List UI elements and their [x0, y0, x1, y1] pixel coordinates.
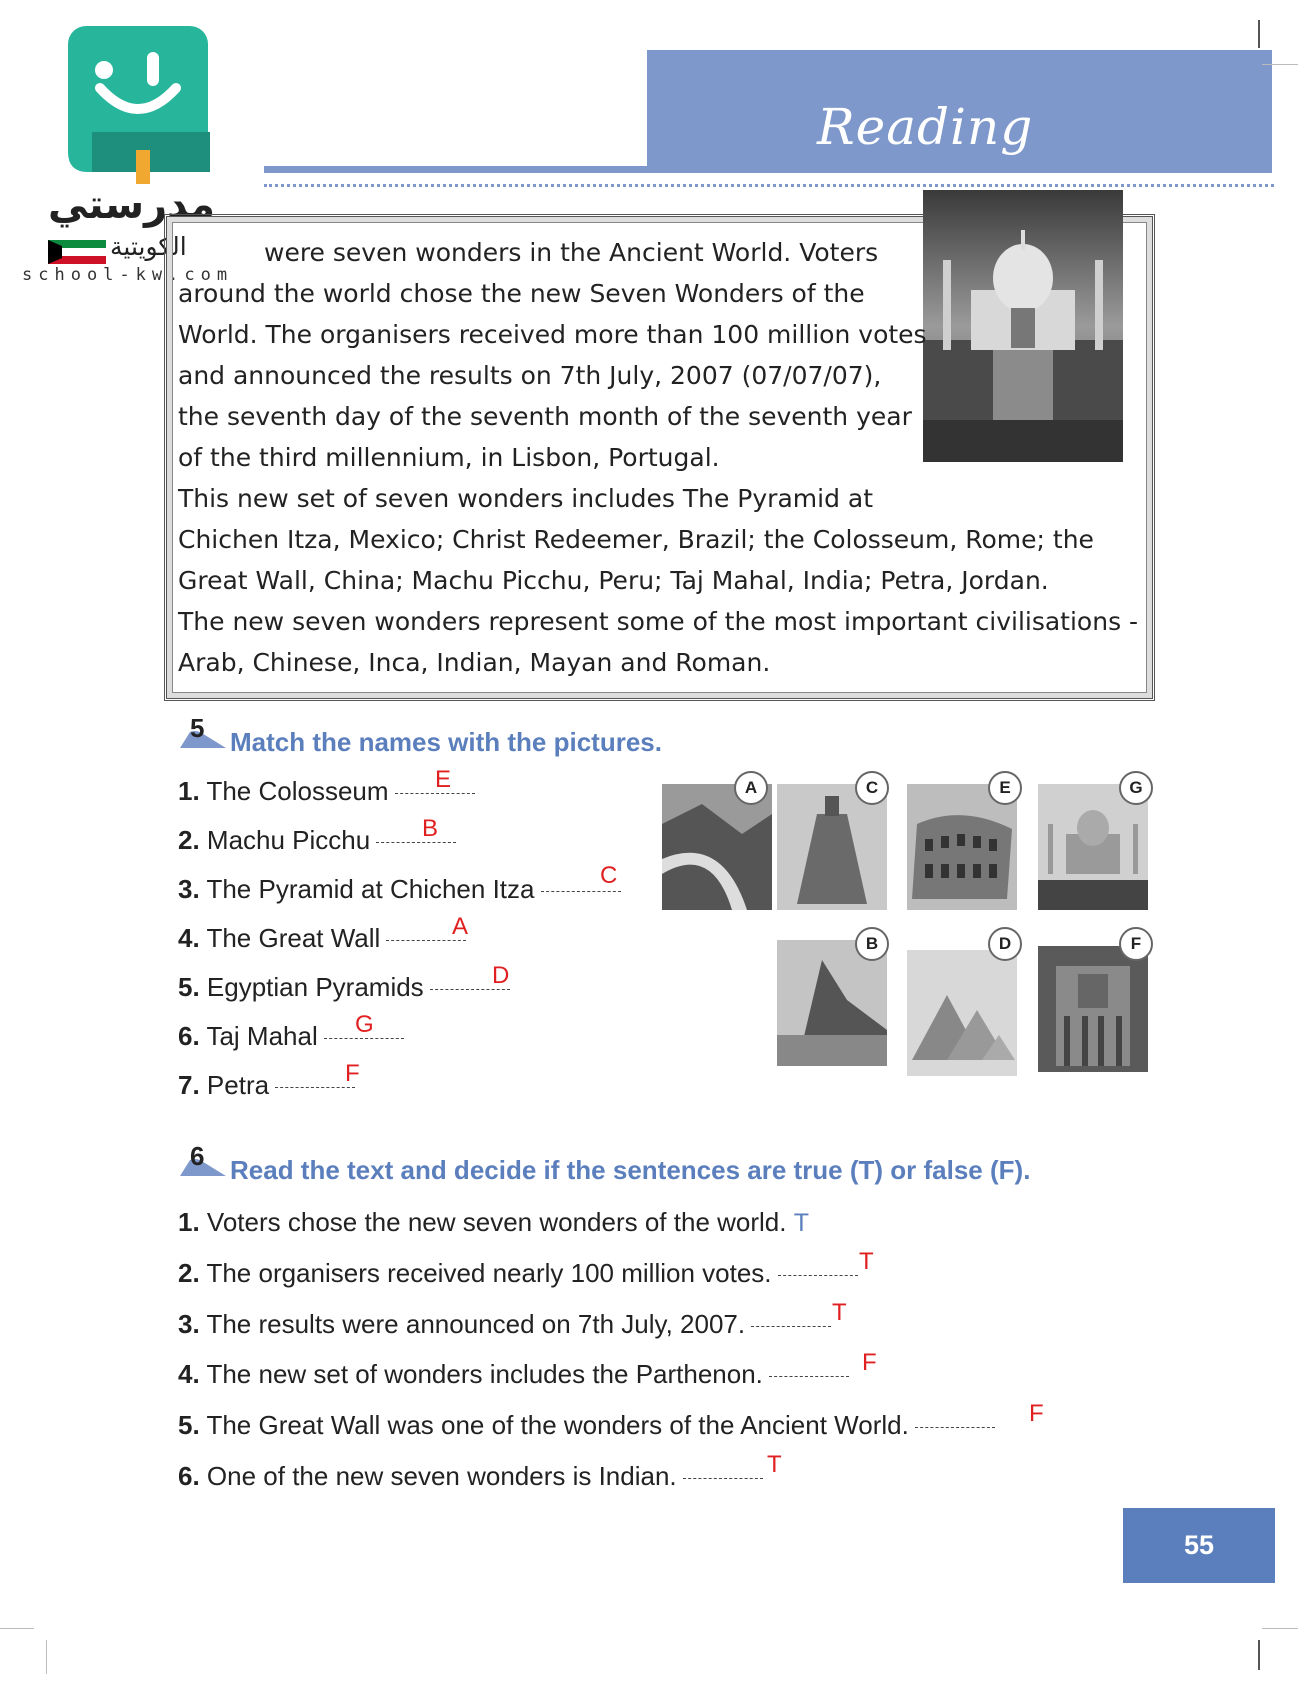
egyptian-pyramids-picture: [907, 950, 1017, 1076]
kuwait-flag-icon: [48, 240, 106, 264]
reading-line: Great Wall, China; Machu Picchu, Peru; Taj Mahal, India; Petra, Jordan.: [178, 566, 1049, 595]
match-item: 6. Taj Mahal: [178, 1021, 404, 1052]
logo-arabic-sub: الكويتية: [110, 232, 187, 261]
exercise-5-instruction: Match the names with the pictures.: [230, 727, 662, 757]
match-item: 3. The Pyramid at Chichen Itza: [178, 874, 621, 905]
exercise-6-instruction: Read the text and decide if the sentences are true (T) or false (F).: [230, 1155, 1031, 1185]
logo-arabic-name: مدرستي: [48, 182, 216, 228]
reading-passage: [178, 232, 1138, 683]
true-false-item: 2. The organisers received nearly 100 million votes.: [178, 1258, 858, 1289]
reading-line: The new seven wonders represent some of the most important civilisations -: [178, 607, 1139, 636]
match-item: 4. The Great Wall: [178, 923, 466, 954]
exercise-6-number: 6: [190, 1141, 205, 1171]
reading-line: the seventh day of the seventh month of the seventh year: [178, 402, 912, 431]
page-number: 55: [1183, 1530, 1215, 1560]
true-false-item: 1. Voters chose the new seven wonders of the world. T: [178, 1207, 809, 1237]
crop-mark: [46, 1640, 47, 1674]
logo-url: school-kw.com: [22, 265, 234, 285]
crop-mark: [1258, 20, 1260, 48]
match-item: 5. Egyptian Pyramids: [178, 972, 510, 1003]
header-rule: [264, 166, 1272, 173]
reading-line: World. The organisers received more than 100 million votes: [178, 320, 927, 349]
match-item: 1. The Colosseum: [178, 776, 475, 807]
match-answer[interactable]: A: [452, 913, 469, 940]
true-false-answer[interactable]: T: [767, 1451, 782, 1478]
match-item: 7. Petra: [178, 1070, 355, 1101]
petra-picture: [1038, 946, 1148, 1072]
picture-label-badge: C: [855, 771, 889, 805]
match-item: 2. Machu Picchu: [178, 825, 456, 856]
reading-line: around the world chose the new Seven Wonders of the: [178, 279, 865, 308]
picture-label-badge: F: [1119, 927, 1153, 961]
true-false-answer[interactable]: T: [832, 1299, 847, 1326]
picture-label-badge: E: [988, 771, 1022, 805]
crop-mark: [0, 1628, 34, 1629]
true-false-answer[interactable]: T: [793, 1209, 809, 1237]
match-answer[interactable]: D: [492, 962, 510, 989]
reading-line: were seven wonders in the Ancient World. Voters: [264, 238, 879, 267]
exercise-5-number: 5: [190, 713, 205, 743]
picture-label-badge: G: [1119, 771, 1153, 805]
true-false-answer[interactable]: T: [859, 1248, 874, 1275]
crop-mark: [1258, 1640, 1260, 1670]
picture-label-badge: B: [855, 927, 889, 961]
match-answer[interactable]: C: [600, 862, 618, 889]
reading-line: This new set of seven wonders includes The Pyramid at: [178, 484, 874, 513]
page-title: Reading: [817, 98, 1034, 156]
match-answer[interactable]: F: [345, 1060, 360, 1087]
reading-line: Chichen Itza, Mexico; Christ Redeemer, Brazil; the Colosseum, Rome; the: [178, 525, 1094, 554]
true-false-item: 5. The Great Wall was one of the wonders of the Ancient World.: [178, 1410, 995, 1441]
reading-line: of the third millennium, in Lisbon, Portugal.: [178, 443, 720, 472]
match-answer[interactable]: G: [355, 1011, 374, 1038]
true-false-item: 4. The new set of wonders includes the Parthenon.: [178, 1359, 849, 1390]
reading-line: and announced the results on 7th July, 2007 (07/07/07),: [178, 361, 882, 390]
crop-mark: [1262, 64, 1298, 65]
true-false-item: 3. The results were announced on 7th July, 2007.: [178, 1309, 831, 1340]
match-answer[interactable]: B: [422, 815, 439, 842]
reading-line: Arab, Chinese, Inca, Indian, Mayan and Roman.: [178, 648, 771, 677]
crop-mark: [1262, 1628, 1298, 1629]
picture-label-badge: A: [734, 771, 768, 805]
true-false-answer[interactable]: F: [862, 1349, 877, 1376]
dotted-divider: [264, 184, 1274, 187]
picture-label-badge: D: [988, 927, 1022, 961]
true-false-answer[interactable]: F: [1029, 1400, 1044, 1427]
true-false-item: 6. One of the new seven wonders is Indian.: [178, 1461, 763, 1492]
match-answer[interactable]: E: [435, 766, 452, 793]
